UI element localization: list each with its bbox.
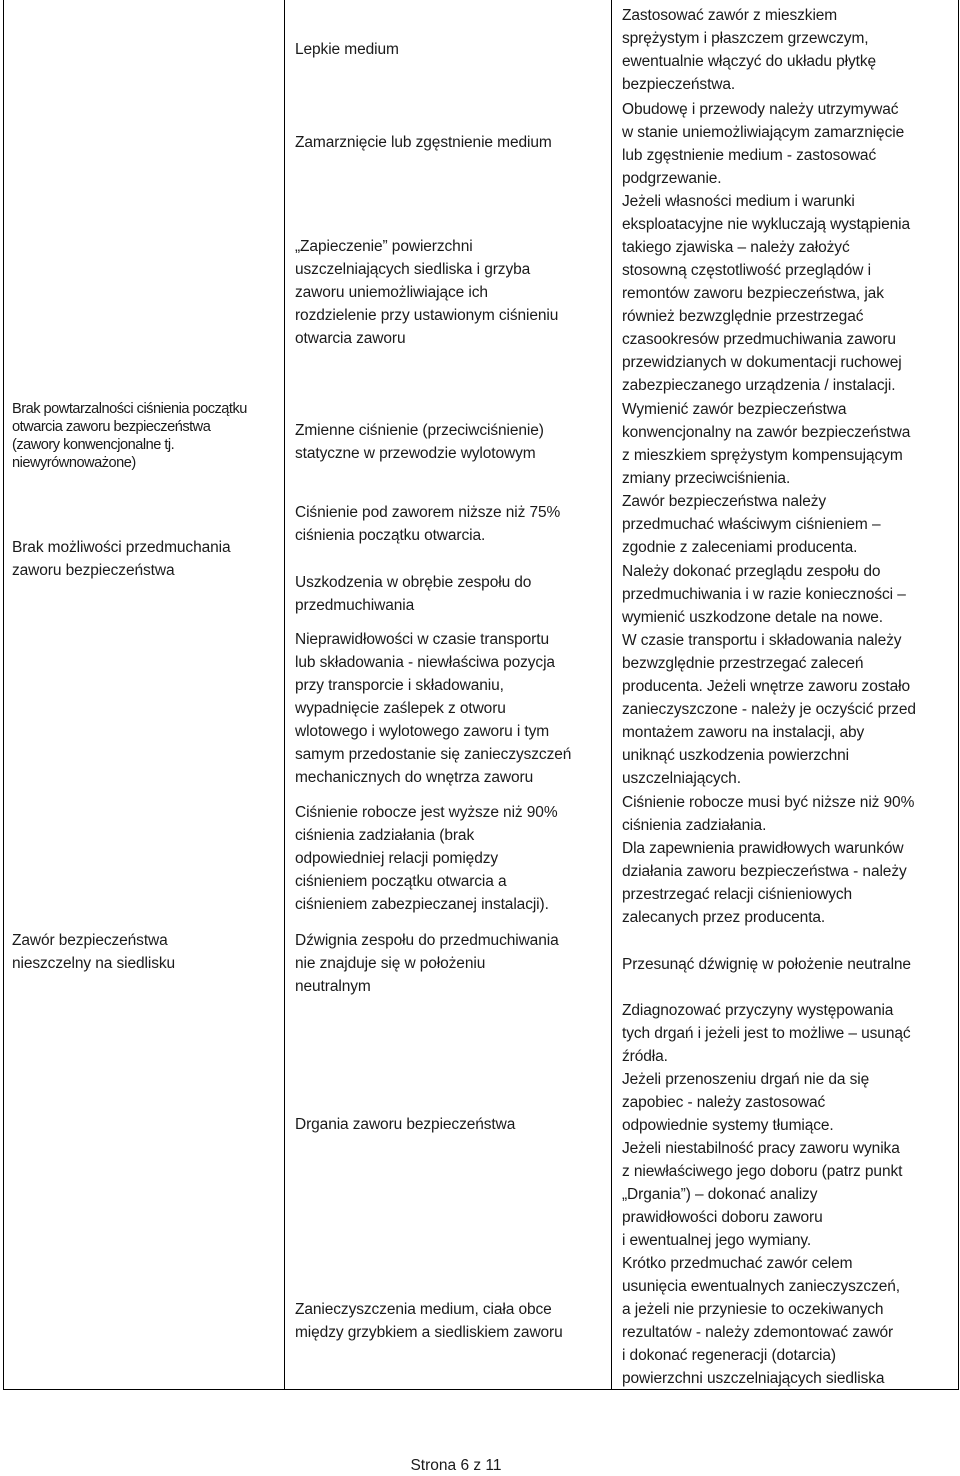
text-line: przedmuchiwania i w razie konieczności –: [622, 586, 906, 603]
text-line: z mieszkiem sprężystym kompensującym: [622, 447, 903, 464]
text-line: (zawory konwencjonalne tj.: [12, 437, 175, 453]
remedy-item: [622, 999, 952, 1252]
text-line: lub składowania - niewłaściwa pozycja: [295, 654, 555, 671]
text-line: „Drgania”) – dokonać analizy: [622, 1186, 818, 1203]
text-line: odpowiedniej relacji pomiędzy: [295, 850, 499, 867]
text-line: statyczne w przewodzie wylotowym: [295, 445, 536, 462]
text-line: Uszkodzenia w obrębie zespołu do: [295, 574, 532, 591]
remedy-item: [622, 190, 952, 397]
text-line: powierzchni uszczelniających siedliska: [622, 1370, 885, 1387]
symptom-repeatability: [12, 400, 280, 472]
text-line: a jeżeli nie przyniesie to oczekiwanych: [622, 1301, 884, 1318]
text-line: zapobiec - należy zastosować: [622, 1094, 826, 1111]
text-line: remontów zaworu bezpieczeństwa, jak: [622, 285, 884, 302]
text-line: Zdiagnozować przyczyny występowania: [622, 1002, 894, 1019]
text-line: odpowiednie systemy tłumiące.: [622, 1117, 834, 1134]
text-line: przy transporcie i składowaniu,: [295, 677, 504, 694]
text-line: Jeżeli niestabilność pracy zaworu wynika: [622, 1140, 900, 1157]
text-line: zanieczyszczone - należy je oczyścić przed: [622, 701, 916, 718]
remedy-item: [622, 398, 952, 490]
text-line: zgodnie z zaleceniami producenta.: [622, 539, 858, 556]
remedy-item: [622, 490, 952, 559]
text-line: tych drgań i jeżeli jest to możliwe – usunąć: [622, 1025, 911, 1042]
text-line: Krótko przedmuchać zawór celem: [622, 1255, 853, 1272]
text-line: ciśnienia początku otwarcia.: [295, 527, 486, 544]
text-line: wlotowego i wylotowego zaworu i tym: [295, 723, 550, 740]
text-line: Zawór bezpieczeństwa: [12, 932, 168, 949]
text-line: Ciśnienie robocze musi być niższe niż 90%: [622, 794, 915, 811]
remedy-item: [622, 791, 952, 929]
text-line: uszczelniających siedliska i grzyba: [295, 261, 531, 278]
text-line: uniknąć uszkodzenia powierzchni: [622, 747, 849, 764]
text-line: konwencjonalny na zawór bezpieczeństwa: [622, 424, 911, 441]
text-line: montażem zaworu na instalacji, aby: [622, 724, 865, 741]
cause-item: [295, 235, 595, 350]
cause-item: [295, 419, 595, 465]
text-line: Zawór bezpieczeństwa należy: [622, 493, 827, 510]
text-line: czasookresów przedmuchiwania zaworu: [622, 331, 896, 348]
text-line: usunięcia ewentualnych zanieczyszczeń,: [622, 1278, 900, 1295]
text-line: działania zaworu bezpieczeństwa - należy: [622, 863, 907, 880]
cause-item: [295, 1298, 595, 1344]
text-line: stosowną częstotliwość przeglądów i: [622, 262, 871, 279]
text-line: przewidzianych w dokumentacji ruchowej: [622, 354, 902, 371]
text-line: sprężystym i płaszczem grzewczym,: [622, 30, 869, 47]
text-line: samym przedostanie się zanieczyszczeń: [295, 746, 572, 763]
remedy-item: [622, 4, 952, 96]
symptom-no-blowdown: [12, 536, 280, 582]
text-line: Przesunąć dźwignię w położenie neutralne: [622, 956, 911, 973]
text-line: zalecanych przez producenta.: [622, 909, 826, 926]
remedy-item: [622, 629, 952, 790]
remedy-item: [622, 98, 952, 190]
symptom-leaking-seat: [12, 929, 280, 975]
cause-item: [295, 131, 595, 154]
text-line: przestrzegać relacji ciśnieniowych: [622, 886, 853, 903]
text-line: Ciśnienie robocze jest wyższe niż 90%: [295, 804, 558, 821]
text-line: Zamarznięcie lub zgęstnienie medium: [295, 134, 552, 151]
text-line: Zanieczyszczenia medium, ciała obce: [295, 1301, 552, 1318]
remedy-item: [622, 560, 952, 629]
cause-item: [295, 38, 595, 61]
page-number: Strona 6 z 11: [410, 1457, 502, 1474]
text-line: między grzybkiem a siedliskiem zaworu: [295, 1324, 563, 1341]
text-line: wymienić uszkodzone detale na nowe.: [622, 609, 884, 626]
text-line: uszczelniających.: [622, 770, 741, 787]
text-line: ewentualnie włączyć do układu płytkę: [622, 53, 877, 70]
text-line: ciśnieniem początku otwarcia a: [295, 873, 507, 890]
table-divider-2: [611, 0, 612, 1390]
text-line: Dla zapewnienia prawidłowych warunków: [622, 840, 904, 857]
text-line: Brak powtarzalności ciśnienia początku: [12, 401, 247, 417]
text-line: i ewentualnej jego wymiany.: [622, 1232, 812, 1249]
text-line: Wymienić zawór bezpieczeństwa: [622, 401, 847, 418]
text-line: ciśnieniem zabezpieczanej instalacji).: [295, 896, 549, 913]
text-line: również bezwzględnie przestrzegać: [622, 308, 864, 325]
table-border-left: [3, 0, 4, 1390]
text-line: i dokonać regeneracji (dotarcia): [622, 1347, 836, 1364]
remedy-item: [622, 1252, 952, 1390]
text-line: wypadnięcie zaślepek z otworu: [295, 700, 506, 717]
text-line: otwarcia zaworu bezpieczeństwa: [12, 419, 211, 435]
remedy-item: [622, 953, 952, 976]
text-line: Ciśnienie pod zaworem niższe niż 75%: [295, 504, 561, 521]
text-line: lub zgęstnienie medium - zastosować: [622, 147, 877, 164]
text-line: „Zapieczenie” powierzchni: [295, 238, 473, 255]
text-line: w stanie uniemożliwiającym zamarznięcie: [622, 124, 905, 141]
text-line: rozdzielenie przy ustawionym ciśnieniu: [295, 307, 559, 324]
text-line: bezpieczeństwa.: [622, 76, 736, 93]
text-line: Dźwignia zespołu do przedmuchiwania: [295, 932, 559, 949]
text-line: Zastosować zawór z mieszkiem: [622, 7, 838, 24]
text-line: Nieprawidłowości w czasie transportu: [295, 631, 549, 648]
table-divider-1: [284, 0, 285, 1390]
text-line: z niewłaściwego jego doboru (patrz punkt: [622, 1163, 903, 1180]
text-line: Brak możliwości przedmuchania: [12, 539, 231, 556]
cause-item: [295, 628, 595, 789]
text-line: niewyrównoważone): [12, 455, 136, 471]
text-line: ciśnienia zadziałania (brak: [295, 827, 475, 844]
text-line: zabezpieczanego urządzenia / instalacji.: [622, 377, 896, 394]
cause-item: [295, 801, 595, 916]
table-border-right: [958, 0, 959, 1390]
text-line: mechanicznych do wnętrza zaworu: [295, 769, 534, 786]
text-line: nieszczelny na siedlisku: [12, 955, 176, 972]
text-line: Jeżeli przenoszeniu drgań nie da się: [622, 1071, 870, 1088]
cause-item: [295, 929, 595, 998]
text-line: zmiany przeciwciśnienia.: [622, 470, 791, 487]
cause-item: [295, 501, 595, 547]
text-line: podgrzewanie.: [622, 170, 722, 187]
text-line: Drgania zaworu bezpieczeństwa: [295, 1116, 516, 1133]
text-line: przedmuchać właściwym ciśnieniem –: [622, 516, 881, 533]
text-line: takiego zjawiska – należy założyć: [622, 239, 850, 256]
text-line: zaworu uniemożliwiające ich: [295, 284, 488, 301]
text-line: neutralnym: [295, 978, 371, 995]
text-line: Zmienne ciśnienie (przeciwciśnienie): [295, 422, 544, 439]
text-line: W czasie transportu i składowania należy: [622, 632, 902, 649]
text-line: przedmuchiwania: [295, 597, 415, 614]
text-line: Należy dokonać przeglądu zespołu do: [622, 563, 881, 580]
text-line: Obudowę i przewody należy utrzymywać: [622, 101, 899, 118]
text-line: zaworu bezpieczeństwa: [12, 562, 175, 579]
text-line: otwarcia zaworu: [295, 330, 406, 347]
text-line: prawidłowości doboru zaworu: [622, 1209, 823, 1226]
text-line: nie znajduje się w położeniu: [295, 955, 486, 972]
text-line: eksploatacyjne nie wykluczają wystąpienia: [622, 216, 910, 233]
text-line: Jeżeli własności medium i warunki: [622, 193, 855, 210]
cause-item: [295, 571, 595, 617]
text-line: źródła.: [622, 1048, 668, 1065]
text-line: ciśnienia zadziałania.: [622, 817, 767, 834]
text-line: bezwzględnie przestrzegać zaleceń: [622, 655, 864, 672]
text-line: rezultatów - należy zdemontować zawór: [622, 1324, 894, 1341]
cause-item: [295, 1113, 595, 1136]
text-line: Lepkie medium: [295, 41, 399, 58]
text-line: producenta. Jeżeli wnętrze zaworu zostało: [622, 678, 910, 695]
